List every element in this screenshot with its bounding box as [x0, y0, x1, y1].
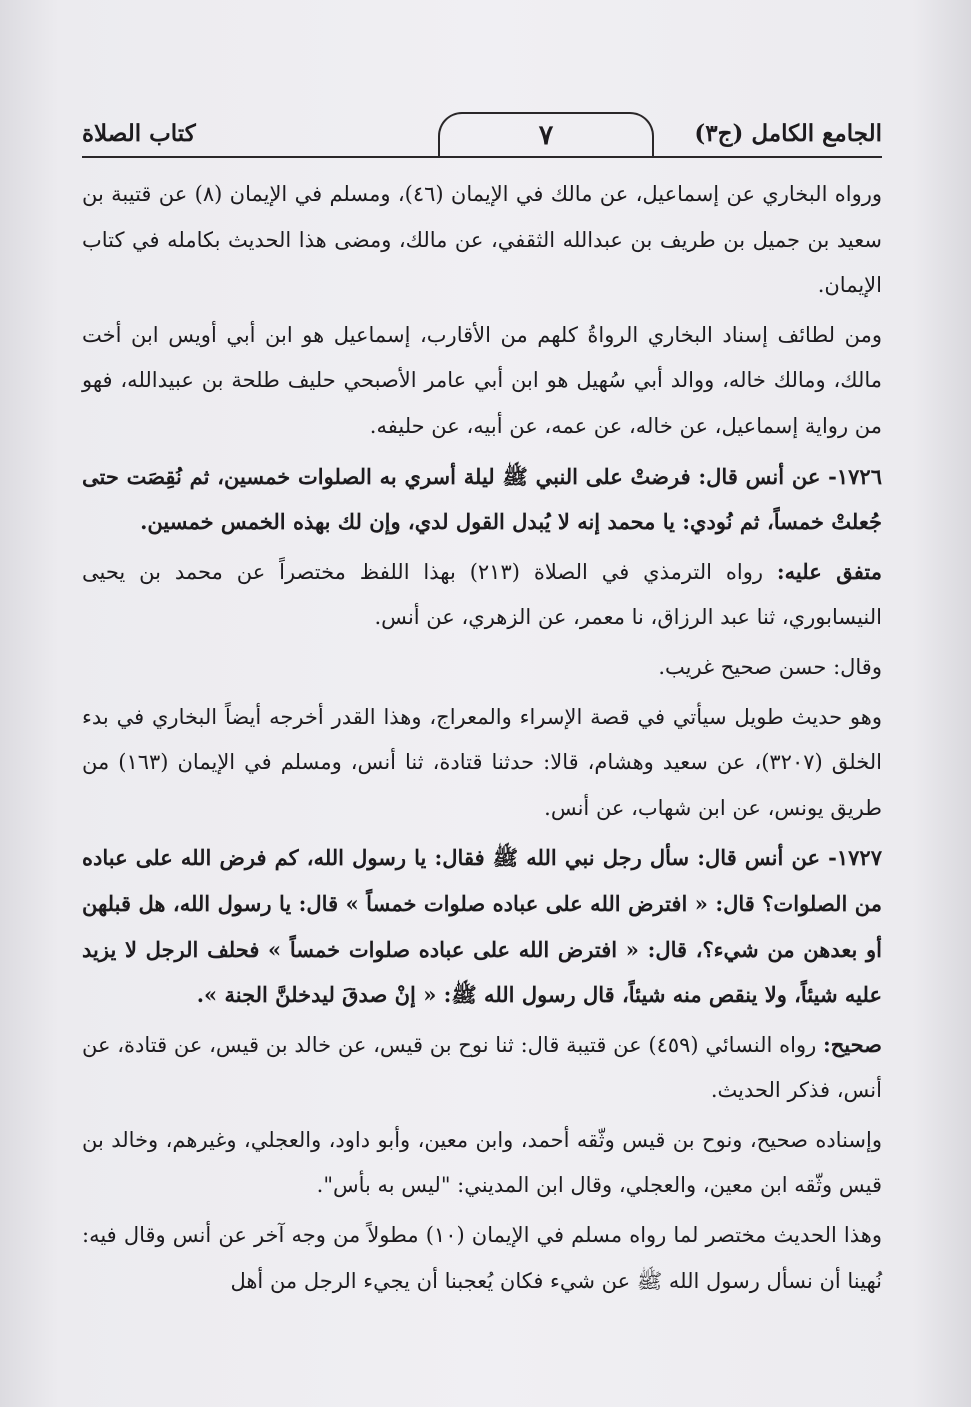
page-number: ٧ — [538, 120, 554, 151]
hadith-1727: ١٧٢٧- عن أنس قال: سأل رجل نبي الله ﷺ فقال: يا رسول الله، كم فرض الله على عباده من الصلوات؟ قال: « افترض الله على عباده صلوات خمساً » قال: يا رسول الله، هل قبلهن أو بعدهن من شيء؟، قال: « افترض الله على عباده صلوات خمساً » فحلف الرجل لا يزيد عليه شيئاً، ولا ينقص منه شيئاً، قال رسول الله ﷺ: « إنْ صدقَ ليدخلنَّ الجنة ». — [82, 845, 882, 1008]
chapter-title: كتاب الصلاة — [82, 120, 196, 147]
book-title: الجامع الكامل (ج٣) — [694, 120, 882, 147]
paragraph: متفق عليه: رواه الترمذي في الصلاة (٢١٣) بهذا اللفظ مختصراً عن محمد بن يحيى النيسابوري، ثنا عبد الرزاق، نا معمر، عن الزهري، عن أنس. — [82, 558, 883, 630]
grading-label: صحيح: — [822, 1031, 882, 1057]
page-number-tab — [438, 112, 654, 158]
hadith-1726: ١٧٢٦- عن أنس قال: فرضتْ على النبي ﷺ ليلة أسري به الصلوات خمسين، ثم نُقِصَت حتى جُعلتْ خمساً، ثم نُودي: يا محمد إنه لا يُبدل القول لدي، وإن لك بهذه الخمس خمسين. — [82, 463, 882, 535]
paragraph: ورواه البخاري عن إسماعيل، عن مالك في الإيمان (٤٦)، ومسلم في الإيمان (٨) عن قتيبة بن سعيد بن جميل بن طريف بن عبدالله الثقفي، عن مالك، ومضى هذا الحديث بكامله في كتاب الإيمان. — [82, 182, 883, 298]
paragraph: وهو حديث طويل سيأتي في قصة الإسراء والمعراج، وهذا القدر أخرجه أيضاً البخاري في بدء الخلق (٣٢٠٧)، عن سعيد وهشام، قالا: حدثنا قتادة، ثنا أنس، ومسلم في الإيمان (١٦٣) من طريق يونس، عن ابن شهاب، عن أنس. — [82, 704, 882, 820]
paragraph: وإسناده صحيح، ونوح بن قيس وثّقه أحمد، وابن معين، وأبو داود، والعجلي، وغيرهم، وخالد بن قيس وثّقه ابن معين، والعجلي، وقال ابن المديني: "ليس به بأس". — [82, 1127, 882, 1198]
grading-label: متفق عليه: — [776, 558, 883, 584]
page-body — [82, 172, 882, 1308]
paragraph: وقال: حسن صحيح غريب. — [658, 654, 882, 679]
page-header — [82, 112, 882, 162]
paragraph: ومن لطائف إسناد البخاري الرواةُ كلهم من الأقارب، إسماعيل هو ابن أبي أويس ابن أخت مالك، ومالك خاله، ووالد أبي سُهيل هو ابن أبي عامر الأصبحي حليف طلحة بن عبيدالله، فهو من رواية إسماعيل، عن خاله، عن عمه، عن أبيه، عن حليفه. — [82, 322, 882, 438]
paragraph: وهذا الحديث مختصر لما رواه مسلم في الإيمان (١٠) مطولاً من وجه آخر عن أنس وقال فيه: نُهينا أن نسأل رسول الله ﷺ عن شيء فكان يُعجبنا أن يجيء الرجل من أهل — [82, 1223, 882, 1293]
paragraph: صحيح: رواه النسائي (٤٥٩) عن قتيبة قال: ثنا نوح بن قيس، عن خالد بن قيس، عن قتادة، عن أنس، فذكر الحديث. — [82, 1031, 882, 1103]
